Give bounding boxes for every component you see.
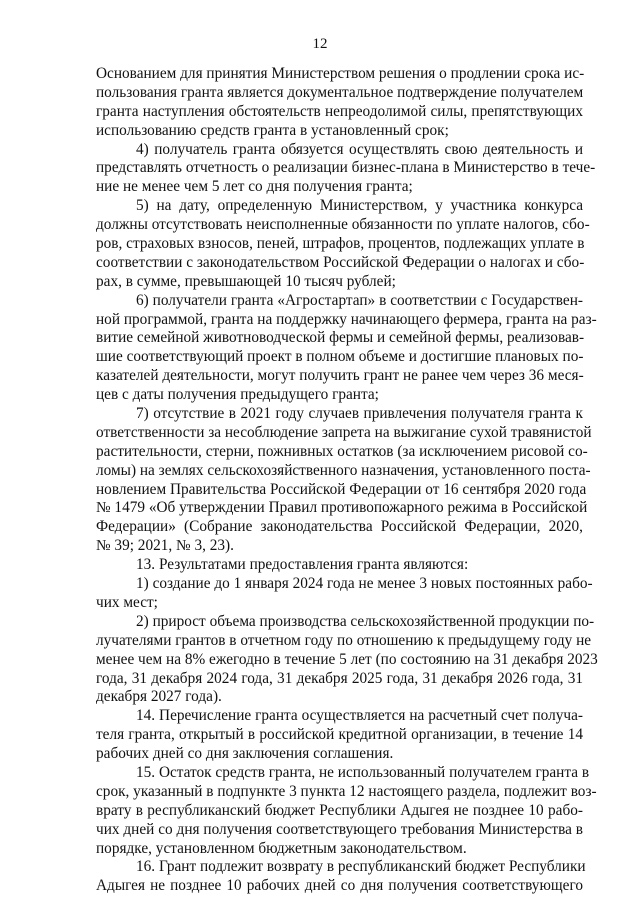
text-line: Федерации» (Собрание законодательства Российской Федерации, 2020, — [96, 518, 583, 536]
text-line: представлять отчетность о реализации бизнес-плана в Министерство в тече- — [96, 159, 596, 177]
text-line: рабочих дней со дня заключения соглашения. — [96, 745, 394, 763]
text-line: № 39; 2021, № 3, 23). — [96, 537, 234, 555]
text-line: рах, в сумме, превышающей 10 тысяч рублей; — [96, 272, 396, 290]
text-line: Адыгея не позднее 10 рабочих дней со дня получения соответствующего — [96, 877, 583, 895]
text-line: 2) прирост объема производства сельскохозяйственной продукции по- — [136, 612, 595, 630]
document-body — [96, 65, 598, 896]
text-line: чих мест; — [96, 593, 158, 611]
text-line: казателей деятельности, могут получить грант не ранее чем через 36 меся- — [96, 367, 584, 385]
text-line: новлением Правительства Российской Федерации от 16 сентября 2020 года — [96, 480, 587, 498]
text-line: ной программой, гранта на поддержку начинающего фермера, гранта на раз- — [96, 310, 597, 328]
page-number: 12 — [312, 36, 328, 52]
text-line: порядке, установленном бюджетным законодательством. — [96, 839, 467, 857]
text-line: ломы) на землях сельскохозяйственного назначения, установленного поста- — [96, 461, 591, 479]
text-line: года, 31 декабря 2024 года, 31 декабря 2025 года, 31 декабря 2026 года, 31 — [96, 669, 583, 687]
text-line: должны отсутствовать неисполненные обязанности по уплате налогов, сбо- — [96, 216, 590, 234]
text-line: растительности, стерни, пожнивных остатков (за исключением рисовой со- — [96, 442, 588, 460]
text-line: теля гранта, открытый в российской кредитной организации, в течение 14 — [96, 726, 583, 744]
text-line: менее чем на 8% ежегодно в течение 5 лет (по состоянию на 31 декабря 2023 — [96, 650, 598, 668]
text-line: цев с даты получения предыдущего гранта; — [96, 386, 379, 404]
text-line: врату в республиканский бюджет Республики Адыгея не позднее 10 рабо- — [96, 801, 583, 819]
text-line: 5) на дату, определенную Министерством, у участника конкурса — [136, 197, 583, 215]
text-line: 13. Результатами предоставления гранта являются: — [136, 556, 469, 574]
text-line: 15. Остаток средств гранта, не использованный получателем гранта в — [136, 763, 590, 781]
text-line: витие семейной животноводческой фермы и семейной фермы, реализовав- — [96, 329, 585, 347]
text-line: шие соответствующий проект в полном объеме и достигшие плановых по- — [96, 348, 584, 366]
text-line: соответствии с законодательством Российской Федерации о налогах и сбо- — [96, 253, 585, 271]
text-line: пользования гранта является документальное подтверждение получателем — [96, 83, 584, 101]
text-line: Основанием для принятия Министерством решения о продлении срока ис- — [96, 65, 585, 82]
text-line: срок, указанный в подпункте 3 пункта 12 настоящего раздела, подлежит воз- — [96, 782, 597, 800]
text-line: гранта наступления обстоятельств непреодолимой силы, препятствующих — [96, 102, 583, 120]
text-line: ответственности за несоблюдение запрета на выжигание сухой травянистой — [96, 423, 592, 441]
text-line: ние не менее чем 5 лет со дня получения гранта; — [96, 178, 413, 196]
text-line: 16. Грант подлежит возврату в республиканский бюджет Республики — [136, 858, 586, 876]
text-line: лучателями грантов в отчетном году по отношению к предыдущему году не — [96, 631, 592, 649]
text-line: чих дней со дня получения соответствующего требования Министерства в — [96, 820, 583, 838]
text-line: 6) получатели гранта «Агростартап» в соответствии с Государствен- — [136, 291, 583, 309]
text-line: ров, страховых взносов, пеней, штрафов, процентов, подлежащих уплате в — [96, 235, 585, 253]
text-line: 7) отсутствие в 2021 году случаев привлечения получателя гранта к — [136, 405, 583, 423]
text-line: 14. Перечисление гранта осуществляется на расчетный счет получа- — [136, 707, 583, 725]
text-line: декабря 2027 года). — [96, 688, 222, 706]
text-line: 1) создание до 1 января 2024 года не менее 3 новых постоянных рабо- — [136, 575, 593, 593]
text-line: использованию средств гранта в установленный срок; — [96, 121, 449, 139]
text-line: 4) получатель гранта обязуется осуществлять свою деятельность и — [136, 140, 583, 158]
text-line: № 1479 «Об утверждении Правил противопожарного режима в Российской — [96, 499, 588, 517]
